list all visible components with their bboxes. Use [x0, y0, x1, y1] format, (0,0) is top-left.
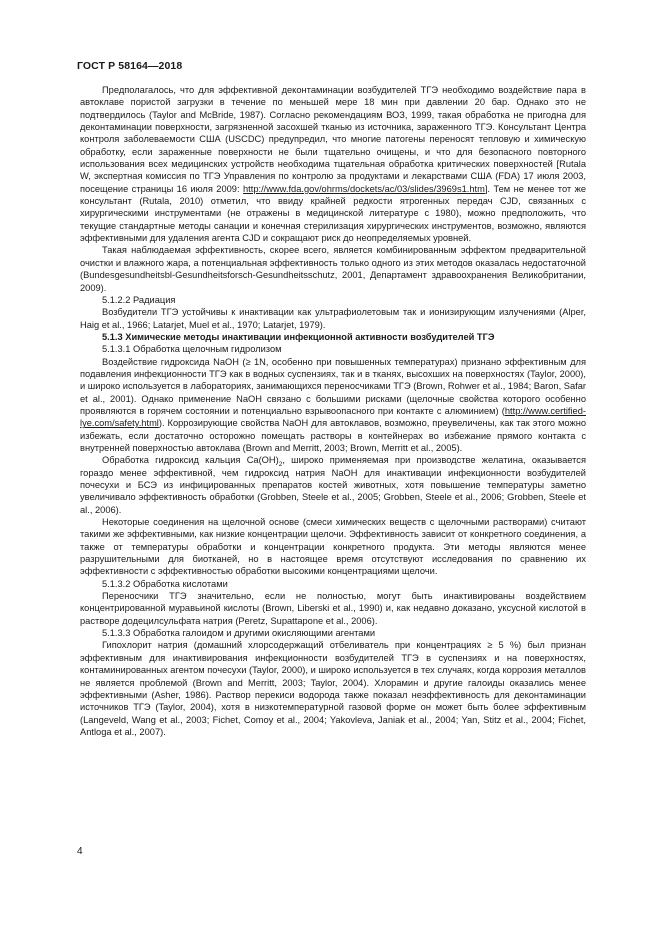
- document-code: ГОСТ Р 58164—2018: [77, 60, 183, 72]
- document-body: [80, 84, 586, 738]
- section-heading-5-1-2-2: 5.1.2.2 Радиация: [102, 294, 176, 305]
- page-number: 4: [77, 846, 83, 857]
- paragraph-halogens: Гипохлорит натрия (домашний хлорсодержащий отбеливатель при концентрациях ≥ 5 %) был признан эффективным для инактивирования инфекционности возбудителей ТГЭ в суспензиях и на поверхностях, контаминированных агентом почесухи (Taylor, 2000), и широко используется в тех случаях, когда коррозия металлов не является проблемой (Brown and Merritt, 2003; Taylor, 2004). Хлорамин и другие галоиды оказались менее эффективными (Asher, 1986). Раствор перекиси водорода также показал неэффективность для деконтаминации источников ТГЭ (Taylor, 2004), хотя в низкотемпературной газовой форме он может быть более эффективным (Langeveld, Wang et al., 2003; Fichet, Comoy et al., 2004; Yakovleva, Janiak et al., 2004; Yan, Stitz et al., 2004; Fichet, Antloga et al., 2007).: [80, 640, 586, 737]
- section-heading-5-1-3-2: 5.1.3.2 Обработка кислотами: [102, 578, 228, 589]
- fda-link[interactable]: http://www.fda.gov/ohrms/dockets/ac/03/slides/3969s1.htm: [243, 183, 485, 194]
- paragraph-steam-autoclave: Предполагалось, что для эффективной деконтаминации возбудителей ТГЭ необходимо воздействие пара в автоклаве пористой загрузки в течение по меньшей мере 18 мин при давлении 20 бар. Однако это не подтвердилось (Taylor and McBride, 1987). Согласно рекомендациям ВОЗ, 1999, такая обработка не пригодна для деконтаминации поверхности, загрязненной засохшей тканью из источника, зараженного ТГЭ. Консультант Центра контроля заболеваемости США (USCDC) предупредил, что многие патогены переносят тепловую и химическую обработку, если зараженные поверхности не были тщательно очищены, и что для безопасного повторного использования всех медицинских устройств необходима тщательная обработка критических поверхностей [Rutala W, экспертная комиссия по ТГЭ Управления по контролю за продуктами и лекарствами США (FDA) 17 июля 2003, посещение страницы 16 июля 2009: http://www.fda.gov/ohrms/dockets/ac/03/slides/3969s1.htm]. Тем не менее тот же консультант (Rutala, 2010) отметил, что ввиду крайней редкости ятрогенных передач CJD, связанных с хирургическими инструментами (не отражены в медицинской литературе с 1980), можно предположить, что текущие стандартные методы санации и конечная стерилизация хирургических инструментов, возможно, являются эффективными для удаления агента CJD и сокращают риск до неопределяемых уровней.: [80, 85, 586, 244]
- paragraph-calcium-hydroxide: Обработка гидроксид кальция $Ca(OH)_2$, широко применяемая при производстве желатина, оказывается гораздо менее эффективной, чем гидроксид натрия NaOH для инактивации инфекционности возбудителей почесухи и БСЭ из инфицированных препаратов костей животных, хотя повышение температуры заметно увеличивало эффективность обработки (Grobben, Steele et al., 2005; Grobben, Steele et al., 2006; Grobben, Steele et al., 2006).: [80, 455, 586, 515]
- paragraph-naoh: Воздействие гидроксида NaOH (≥ 1N, особенно при повышенных температурах) признано эффективным для подавления инфекционности ТГЭ как в водных суспензиях, так и в тканях, высохших на поверхностях (Taylor, 2000), и широко используется в лабораториях, занимающихся переносчиками ТГЭ (Brown, Rohwer et al., 1984; Baron, Safar et al., 2001). Однако применение NaOH связано с большими рисками (щелочные свойства которого особенно проявляются в горячем состоянии и потенциально взрывоопасного при контакте с алюминием) (http://www.certified-lye.com/safety.html). Коррозирующие свойства NaOH для автоклавов, возможно, преувеличены, как так этого можно избежать, если достаточно осторожно помещать растворы в контейнерах во избежание прямого контакта с внутренней поверхностью автоклава (Brown and Merritt, 2003; Brown, Merritt et al., 2005).: [80, 356, 586, 453]
- section-heading-5-1-3-3: 5.1.3.3 Обработка галоидом и другими окисляющими агентами: [102, 628, 376, 639]
- section-heading-5-1-3: 5.1.3 Химические методы инактивации инфекционной активности возбудителей ТГЭ: [102, 331, 495, 342]
- paragraph-radiation: Возбудители ТГЭ устойчивы к инактивации как ультрафиолетовым так и ионизирующим излучениями (Alper, Haig et al., 1966; Latarjet, Muel et al., 1970; Latarjet, 1979).: [80, 307, 586, 330]
- certified-lye-link[interactable]: http://www.certified-lye.com/safety.html: [80, 405, 586, 429]
- paragraph-acids: Переносчики ТГЭ значительно, если не полностью, могут быть инактивированы воздействием концентрированной муравьиной кислоты (Brown, Liberski et al., 1990) и, как недавно доказано, уксусной кислотой в растворе додецилсульфата натрия (Peretz, Supattapone et al., 2006).: [80, 591, 586, 626]
- paragraph-observed-efficacy: Такая наблюдаемая эффективность, скорее всего, является комбинированным эффектом предварительной очистки и влажного жара, а потенциальная эффективность только одного из этих методов оказалась недостаточной (Bundesgesundheitsbl-Gesundheitsforsch-Gesundheitsschutz, 2001, Департамент здравоохранения Великобритании, 2009).: [80, 245, 586, 293]
- section-heading-5-1-3-1: 5.1.3.1 Обработка щелочным гидролизом: [102, 344, 282, 355]
- paragraph-alkaline-compounds: Некоторые соединения на щелочной основе (смеси химических веществ с щелочными растворами) считают такими же эффективными, как низкие концентрации щелочи. Эффективность зависит от конкретного соединения, а также от температуры обработки и концентрации конкретного продукта. Эти методы являются менее разрушительными для биотканей, но в настоящее время отсутствуют исследования по сравнению их эффективности с эффективностью обработки высокими концентрациями щелочи.: [80, 517, 586, 577]
- document-header: [77, 60, 182, 72]
